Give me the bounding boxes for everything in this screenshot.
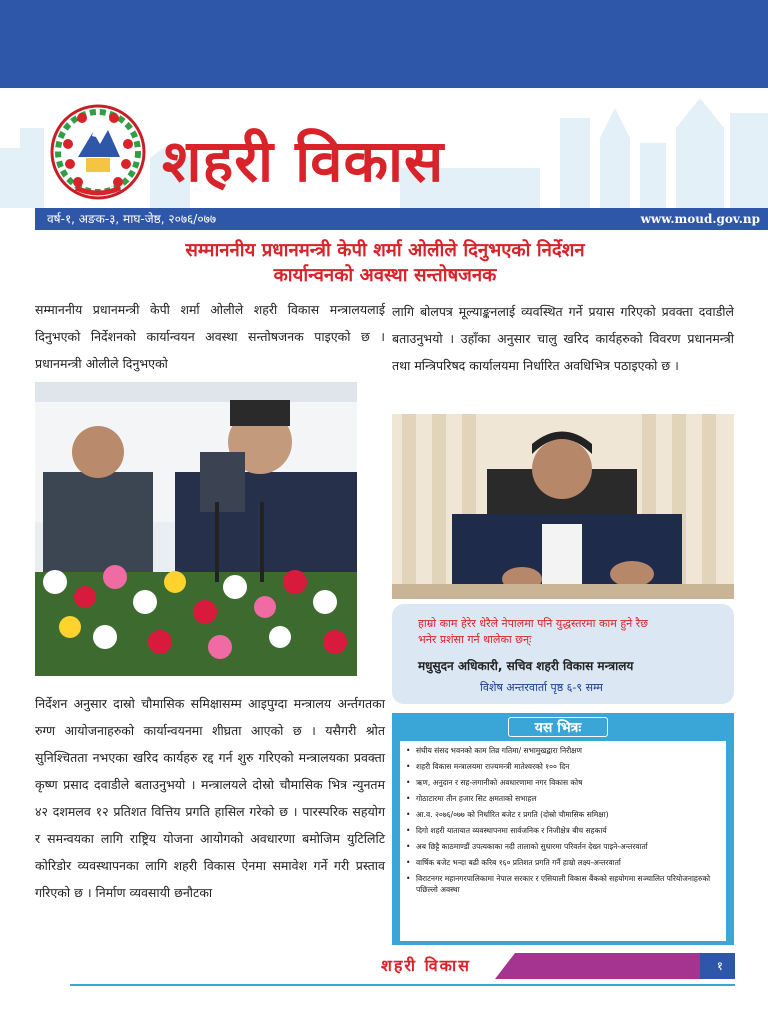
contents-item[interactable]: • अब छिट्टै काठमाण्डौं उपत्यकाका नदी तालाको सुधारमा परिवर्तन देख्न पाइने-अन्तरवार्ता <box>406 841 720 852</box>
issue-info: वर्ष-१, अङक-३, माघ-जेष्ठ, २०७६/०७७ <box>47 212 217 226</box>
page-number: १ <box>716 959 723 973</box>
secretary-photo <box>392 414 734 599</box>
issue-bar <box>35 208 768 230</box>
nepal-government-emblem <box>48 102 148 202</box>
quote-text-line-1: हाम्रो काम हेरेर धेरैले नेपालमा पनि युद्धस्तरमा काम हुने रैछ <box>418 617 648 630</box>
contents-item[interactable]: • गोठाटारमा तीन हजार सिट क्षमताको सभाहल <box>406 793 720 804</box>
masthead <box>0 88 768 208</box>
footer-title: शहरी विकास <box>381 956 471 975</box>
contents-item[interactable]: • शहरी विकास मन्त्रालयमा राज्यमन्त्री मातेश्वरको १०० दिन <box>406 761 720 772</box>
top-color-band <box>0 0 768 88</box>
headline <box>40 238 730 288</box>
page-footer <box>355 953 735 979</box>
contents-item[interactable]: • दिगो शहरी यातायात व्यवस्थापनमा सार्वजनिक र निजीक्षेत्र बीच सहकार्य <box>406 825 720 836</box>
contents-item[interactable]: • विराटनगर महानगरपालिकामा नेपाल सरकार र एसियाली विकास बैंकको सहयोगमा सञ्चालित परियोजनाहरुको पछिल्लो अवस्था <box>406 873 720 895</box>
website-link[interactable]: www.moud.gov.np <box>640 212 760 226</box>
newsletter-title: शहरी विकास <box>162 127 445 195</box>
prime-minister-photo <box>35 382 357 676</box>
article-paragraph-3: लागि बोलपत्र मूल्याङ्कनलाई व्यवस्थित गर्ने प्रयास गरिएको प्रवक्ता दवाडीले बताउनुभयो । उहाँका अनुसार चालु खरिद कार्यहरुको विवरण प्रधानमन्त्री तथा मन्त्रिपरिषद कार्यालयमा निर्धारित अवधिभित्र पठाइएको छ । <box>392 304 734 373</box>
interview-quote-box <box>392 604 734 704</box>
article-left-column <box>35 296 385 377</box>
quote-text-line-2: भनेर प्रशंसा गर्न थालेका छन्ः <box>418 633 532 646</box>
article-paragraph-1: सम्माननीय प्रधानमन्त्री केपी शर्मा ओलीले शहरी विकास मन्त्रालयलाई दिनुभएको निर्देशनको कार्यान्वयन अवस्था सन्तोषजनक पाइएको छ । प्रधानमन्त्री ओलीले दिनुभएको <box>35 302 385 371</box>
contents-item[interactable]: • वार्षिक बजेट भन्दा बढी करिब १६० प्रतिशत प्रगति गर्नै हाम्रो लक्ष्य-अन्तरवार्ता <box>406 857 720 868</box>
contents-item[interactable]: • आ.व. २०७६/०७७ को निर्धारित बजेट र प्रगति (दोस्रो चौमासिक समिक्षा) <box>406 809 720 820</box>
interview-page-reference: विशेष अन्तरवार्ता पृष्ठ ६-९ सम्म <box>480 681 603 694</box>
inside-contents-list <box>400 741 726 941</box>
article-right-column <box>392 298 734 379</box>
headline-line-1: सम्माननीय प्रधानमन्त्री केपी शर्मा ओलीले दिनुभएको निर्देशन <box>185 240 585 261</box>
contents-item[interactable]: • संघीय संसद भवनको काम तिव्र गतिमा/ सभामुखद्वारा निरीक्षण <box>406 745 720 756</box>
footer-rule <box>70 984 735 986</box>
quote-attribution: मधुसुदन अधिकारी, सचिव शहरी विकास मन्त्रालय <box>418 659 634 673</box>
inside-this-issue-box <box>392 713 734 945</box>
headline-line-2: कार्यान्वनको अवस्था सन्तोषजनक <box>273 265 497 286</box>
inside-title: यस भित्रः <box>508 717 608 737</box>
article-paragraph-2: निर्देशन अनुसार दास्रो चौमासिक समिक्षासम्म आइपुग्दा मन्त्रालय अर्न्तगतका रुग्ण आयोजनाहरुको कार्यान्वयनमा शीघ्रता आएको छ । यसैगरी श्रोत सुनिश्चितता नभएका खरिद कार्यहरु रद्द गर्न शुरु गरिएको मन्त्रालयका प्रवक्ता कृष्ण प्रसाद दवाडीले बताउनुभयो । मन्त्रालयले दोस्रो चौमासिक भित्र न्युनतम ४२ दशमलव १२ प्रतिशत वित्तिय प्रगति हासिल गरेको छ । पारस्परिक सहयोग र समन्वयका लागि राष्ट्रिय योजना आयोगको अवधारणा बमोजिम युटिलिटि कोरिडोर व्यवस्थापनका लागि शहरी विकास ऐनमा समावेश गर्ने गरी प्रस्ताव गरिएको छ । निर्माण व्यवसायी छनौटका <box>35 696 385 900</box>
contents-item[interactable]: • ऋण, अनुदान र सह-लगानीको अवधारणामा नगर विकास कोष <box>406 777 720 788</box>
article-left-column-continued <box>35 690 385 906</box>
